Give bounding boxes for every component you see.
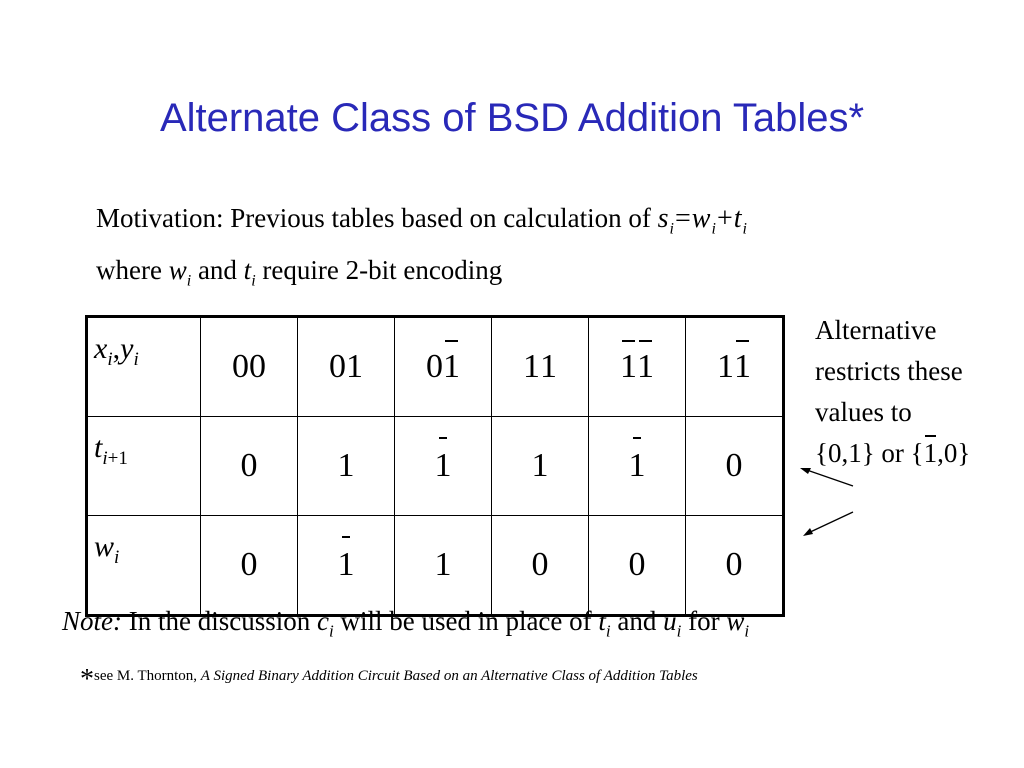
note-text-2: will be used in place of (340, 606, 592, 636)
header-cell (298, 317, 395, 417)
cell-value: 0 (725, 546, 743, 583)
row-head-t (87, 417, 201, 516)
digit-a: 0 (329, 348, 346, 385)
equation (657, 203, 748, 238)
cell-value-negative: 1 (337, 546, 355, 583)
digit-b-negative: 1 (734, 348, 751, 385)
cell-value: 1 (434, 546, 452, 583)
note-t: t (598, 606, 606, 636)
citation-footnote (80, 664, 698, 700)
and-word: and (197, 254, 237, 285)
digit-a-negative: 1 (620, 348, 637, 385)
motivation-line-2 (96, 250, 748, 301)
table-cell (686, 417, 784, 516)
xy-x: x (94, 332, 108, 365)
cell-value: 1 (337, 447, 355, 484)
table-row-xy (87, 317, 784, 417)
note-text-4: for (688, 606, 720, 636)
eq-s: s (657, 203, 670, 234)
set-negative-one: 1 (924, 433, 938, 474)
table-cell (395, 516, 492, 616)
cell-value: 0 (628, 546, 646, 583)
w-var-sub: i (186, 271, 192, 289)
t-var: t (243, 254, 252, 285)
row-head-w (87, 516, 201, 616)
cell-value: 0 (240, 546, 258, 583)
alternative-note (815, 310, 1015, 474)
header-cell (589, 317, 686, 417)
note-u: u (663, 606, 677, 636)
arrow-to-w-row (803, 512, 853, 536)
digit-b-negative: 1 (637, 348, 654, 385)
footnote-title: A Signed Binary Addition Circuit Based on an Alternative Class of Addition Tables (200, 668, 698, 684)
note-w: w (726, 606, 745, 636)
side-note-line-4 (815, 433, 1015, 474)
encoding-text: require 2-bit encoding (262, 254, 503, 285)
digit-b: 1 (346, 348, 363, 385)
cell-value-negative: 1 (434, 447, 452, 484)
digit-a: 0 (426, 348, 443, 385)
xy-sep: , (112, 332, 121, 365)
cell-value-negative: 1 (628, 447, 646, 484)
bsd-addition-table (85, 315, 785, 617)
digit-a: 1 (717, 348, 734, 385)
set-part-b: ,0} (937, 438, 971, 468)
footnote-author: see M. Thornton, (94, 668, 198, 684)
eq-t-sub: i (742, 220, 748, 238)
header-cell (686, 317, 784, 417)
digit-a: 1 (523, 348, 540, 385)
xy-y: y (120, 332, 134, 365)
w-sub: i (114, 547, 120, 568)
table-cell (492, 417, 589, 516)
slide-title: Alternate Class of BSD Addition Tables* (159, 96, 865, 140)
digit-b: 0 (249, 348, 266, 385)
note-text-3: and (617, 606, 657, 636)
eq-w: w (691, 203, 712, 234)
eq-s-sub: i (669, 220, 675, 238)
table-cell (686, 516, 784, 616)
table-cell (201, 417, 298, 516)
note-t-sub: i (605, 621, 611, 641)
row-head-xy (87, 317, 201, 417)
note-label: Note: (62, 606, 122, 636)
side-note-line-1: Alternative (815, 315, 937, 345)
side-note-line-2: restricts these (815, 356, 963, 386)
table-cell (395, 417, 492, 516)
note-line (62, 606, 749, 641)
table-cell (589, 516, 686, 616)
cell-value: 0 (240, 447, 258, 484)
note-c: c (317, 606, 329, 636)
eq-equals: = (675, 203, 692, 234)
eq-plus: + (716, 203, 734, 234)
w-var: w (168, 254, 187, 285)
t-base: t (94, 431, 103, 464)
table-cell (201, 516, 298, 616)
t-var-sub: i (251, 271, 256, 289)
header-cell (201, 317, 298, 417)
t-sub: i (102, 448, 108, 469)
digit-b-negative: 1 (443, 348, 460, 385)
cell-value: 1 (531, 447, 549, 484)
set-part-a: {0,1} or { (815, 438, 924, 468)
header-cell (395, 317, 492, 417)
digit-b: 1 (540, 348, 557, 385)
header-cell (492, 317, 589, 417)
t-subplus: +1 (107, 448, 128, 469)
where-word: where (96, 254, 162, 285)
note-w-sub: i (744, 621, 750, 641)
xy-x-sub: i (107, 349, 113, 370)
eq-w-sub: i (711, 220, 717, 238)
table-cell (298, 417, 395, 516)
cell-value: 0 (531, 546, 549, 583)
motivation-lead: Motivation: Previous tables based on calculation of (96, 203, 651, 233)
side-note-line-3: values to (815, 397, 912, 427)
note-c-sub: i (328, 621, 334, 641)
w-base: w (94, 530, 115, 563)
table-row-w (87, 516, 784, 616)
motivation-line-1 (96, 198, 748, 250)
digit-a: 0 (232, 348, 249, 385)
note-u-sub: i (676, 621, 682, 641)
eq-t: t (733, 203, 743, 234)
xy-y-sub: i (133, 349, 139, 370)
motivation-text (96, 198, 748, 301)
note-text-1: In the discussion (128, 606, 311, 636)
table-cell (492, 516, 589, 616)
cell-value: 0 (725, 447, 743, 484)
table-cell (298, 516, 395, 616)
table-row-t (87, 417, 784, 516)
table-cell (589, 417, 686, 516)
footnote-star: * (80, 664, 94, 695)
